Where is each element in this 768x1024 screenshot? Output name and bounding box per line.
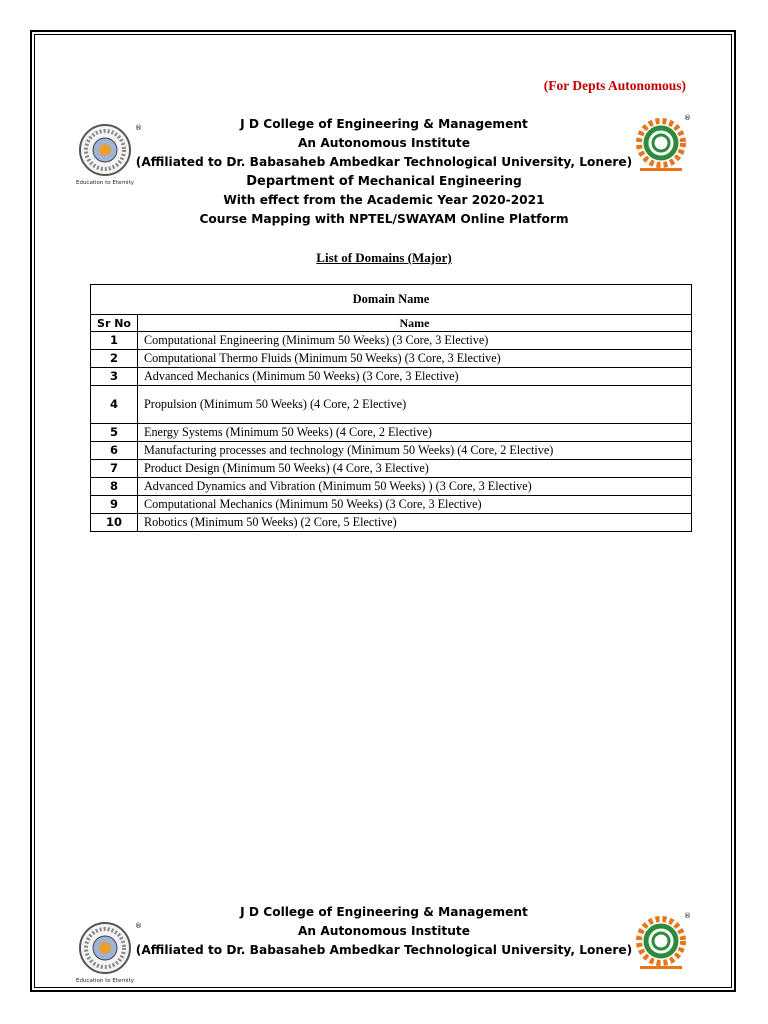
srno-header: Sr No (91, 315, 138, 332)
sr-cell: 10 (91, 514, 138, 532)
sr-cell: 9 (91, 496, 138, 514)
institute-type: An Autonomous Institute (297, 136, 471, 150)
name-cell: Manufacturing processes and technology (Minimum 50 Weeks) (4 Core, 2 Elective) (138, 442, 692, 460)
table-row (91, 386, 692, 424)
table-row (91, 514, 692, 532)
footer-affiliation: (Affiliated to Dr. Babasaheb Ambedkar Technological University, Lonere) (135, 943, 633, 957)
name-cell: Product Design (Minimum 50 Weeks) (4 Core, 3 Elective) (138, 460, 692, 478)
table-row (91, 350, 692, 368)
svg-text:®: ® (135, 922, 142, 930)
footer-institute-type: An Autonomous Institute (297, 924, 471, 938)
department-name: Mechanical Engineering (353, 174, 522, 188)
domain-header-row (91, 285, 692, 315)
name-cell: Computational Mechanics (Minimum 50 Weeks) (3 Core, 3 Elective) (138, 496, 692, 514)
table-row (91, 424, 692, 442)
name-cell: Propulsion (Minimum 50 Weeks) (4 Core, 2 Elective) (138, 386, 692, 424)
sr-cell: 5 (91, 424, 138, 442)
name-header: Name (138, 315, 692, 332)
table-row (91, 460, 692, 478)
name-cell: Advanced Dynamics and Vibration (Minimum 50 Weeks) ) (3 Core, 3 Elective) (138, 478, 692, 496)
sr-cell: 6 (91, 442, 138, 460)
document-header (0, 115, 768, 229)
table-row (91, 332, 692, 350)
sr-cell: 3 (91, 368, 138, 386)
column-header-row (91, 315, 692, 332)
affiliation: (Affiliated to Dr. Babasaheb Ambedkar Technological University, Lonere) (135, 155, 633, 169)
autonomous-note: (For Depts Autonomous) (543, 78, 686, 93)
college-name: J D College of Engineering & Management (240, 117, 528, 131)
domains-table (90, 284, 692, 532)
table-row (91, 368, 692, 386)
name-cell: Computational Engineering (Minimum 50 Weeks) (3 Core, 3 Elective) (138, 332, 692, 350)
table-row (91, 496, 692, 514)
department-line (0, 172, 768, 191)
domain-name-header: Domain Name (91, 285, 692, 315)
table-row (91, 478, 692, 496)
mapping-line: Course Mapping with NPTEL/SWAYAM Online Platform (199, 212, 569, 226)
document-footer (0, 903, 768, 960)
sr-cell: 2 (91, 350, 138, 368)
sr-cell: 8 (91, 478, 138, 496)
table-row (91, 442, 692, 460)
svg-text:®: ® (684, 912, 691, 920)
footer-college-name: J D College of Engineering & Management (240, 905, 528, 919)
footer-seal-caption: Education to Eternity (75, 978, 134, 984)
seal-caption: Education to Eternity (75, 180, 134, 186)
svg-text:®: ® (135, 124, 142, 132)
list-title: List of Domains (Major) (316, 250, 452, 265)
sr-cell: 1 (91, 332, 138, 350)
svg-text:®: ® (684, 114, 691, 122)
sr-cell: 7 (91, 460, 138, 478)
sr-cell: 4 (91, 386, 138, 424)
name-cell: Robotics (Minimum 50 Weeks) (2 Core, 5 Elective) (138, 514, 692, 532)
name-cell: Computational Thermo Fluids (Minimum 50 Weeks) (3 Core, 3 Elective) (138, 350, 692, 368)
name-cell: Advanced Mechanics (Minimum 50 Weeks) (3 Core, 3 Elective) (138, 368, 692, 386)
department-prefix: Department of (246, 174, 354, 189)
name-cell: Energy Systems (Minimum 50 Weeks) (4 Core, 2 Elective) (138, 424, 692, 442)
effect-line: With effect from the Academic Year 2020-2021 (223, 193, 545, 207)
